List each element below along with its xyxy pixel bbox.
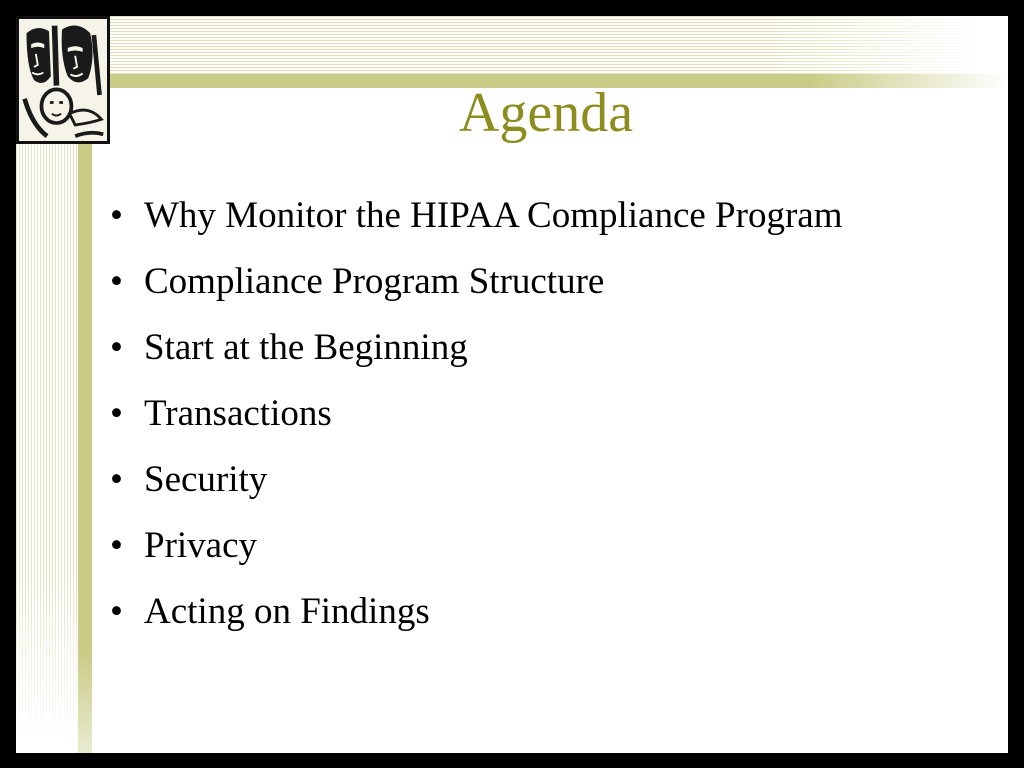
bullet-icon: • [110,591,123,632]
list-item [104,520,964,572]
bullet-text: Compliance Program Structure [144,261,605,302]
bullet-text: Start at the Beginning [144,327,468,368]
list-item [104,388,964,440]
list-item [104,322,964,374]
left-band-fade [16,576,78,753]
bullet-icon: • [110,327,123,368]
family-woodcut-icon [16,16,110,144]
bullet-text: Why Monitor the HIPAA Compliance Program [144,195,843,236]
list-item [104,190,964,242]
list-item [104,586,964,638]
bullet-icon: • [110,393,123,434]
left-accent-rule [78,74,92,753]
bullet-text: Privacy [144,525,258,566]
list-item [104,454,964,506]
list-item [104,256,964,308]
bullet-text: Security [144,459,268,500]
bullet-icon: • [110,261,123,302]
bullet-icon: • [110,195,123,236]
bullet-icon: • [110,459,123,500]
bullet-list [104,190,964,652]
bullet-text: Acting on Findings [144,591,430,632]
bullet-text: Transactions [144,393,332,434]
slide-title: Agenda [458,82,634,144]
bullet-icon: • [110,525,123,566]
slide [16,16,1008,753]
